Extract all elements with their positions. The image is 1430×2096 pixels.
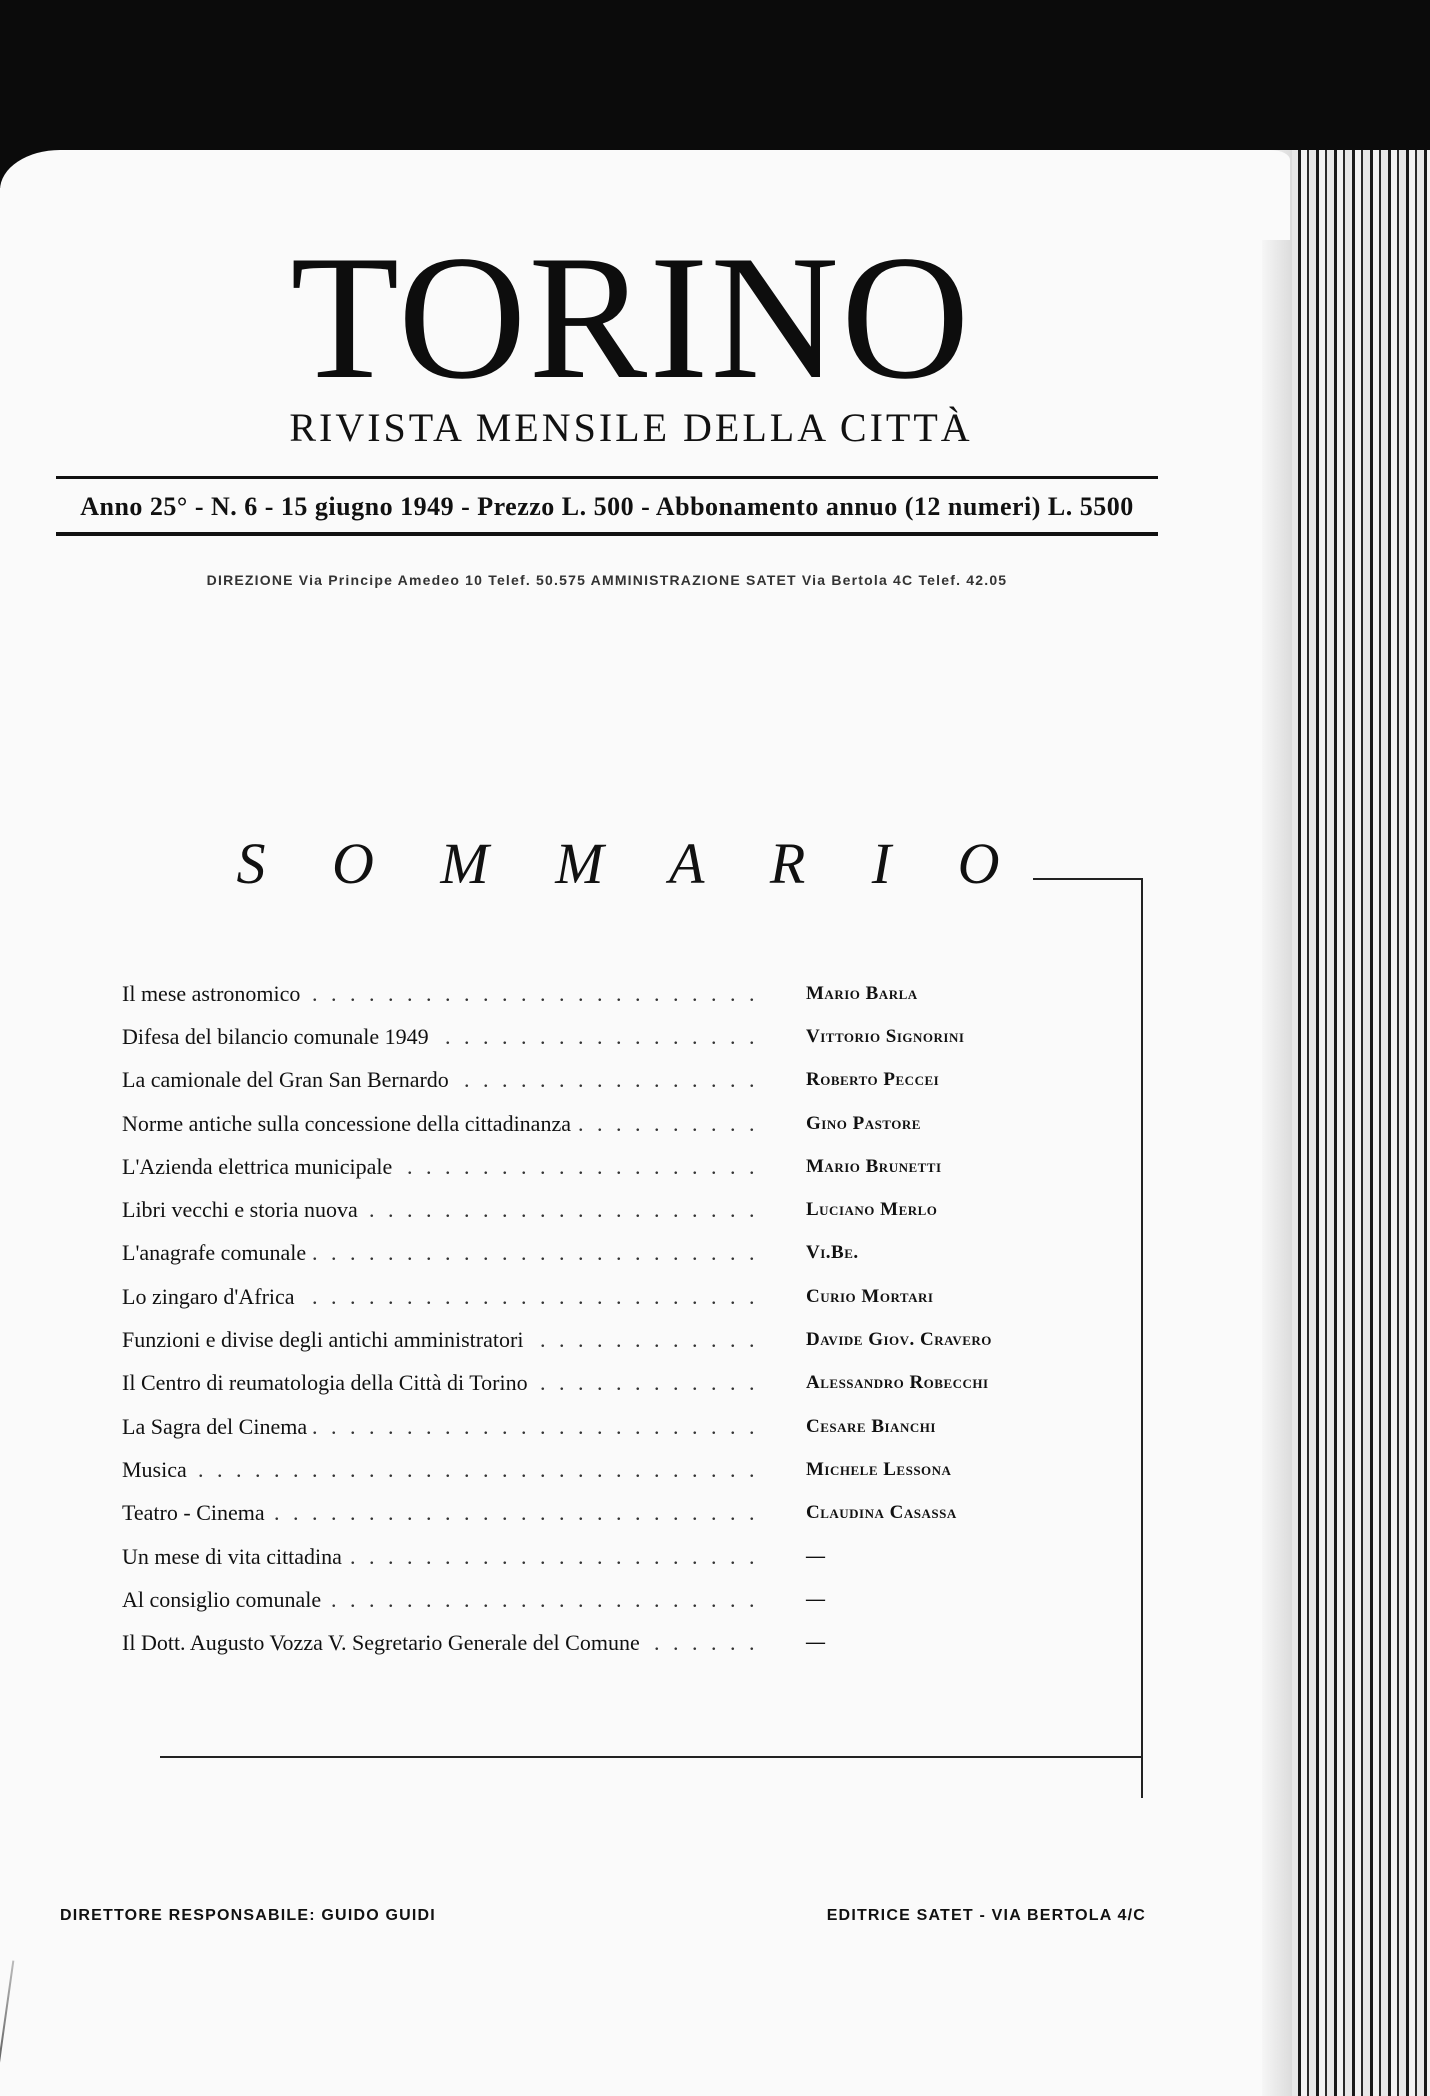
toc-entry [122,1059,1002,1102]
toc-entry-title: Teatro - Cinema [122,1500,271,1525]
toc-entry-author: — [806,1545,826,1567]
toc-entry-title: La camionale del Gran San Bernardo [122,1067,455,1092]
toc-entry-title: Libri vecchi e storia nuova [122,1197,364,1222]
toc-entry-title: Il Centro di reumatologia della Città di Torino [122,1370,534,1395]
toc-entry [122,1145,1002,1188]
office-details: DIREZIONE Via Principe Amedeo 10 Telef. 50.575 AMMINISTRAZIONE SATET Via Bertola 4C Telef. 42.05 [206,572,1008,588]
toc-entry [122,1492,1002,1535]
masthead-rule-bottom [56,532,1158,536]
toc-entry [122,1621,1002,1664]
toc-entry [122,1362,1002,1405]
toc-entry [122,1535,1002,1578]
toc-entry [122,1578,1002,1621]
toc-entry-title: Al consiglio comunale [122,1587,327,1612]
toc-entry-title: L'anagrafe comunale [122,1240,312,1265]
toc-entry-author: Mario Brunetti [806,1155,942,1177]
toc-entry [122,1102,1002,1145]
sommario-box-bottom [160,1756,1142,1758]
toc-entry-author: Michele Lessona [806,1458,952,1480]
toc-entry-title: Difesa del bilancio comunale 1949 [122,1024,435,1049]
toc-entry-author: — [806,1632,826,1654]
table-of-contents [122,972,1002,1665]
footer-publisher: EDITRICE SATET - VIA BERTOLA 4/C [826,1907,1146,1924]
magazine-subtitle: RIVISTA MENSILE DELLA CITTÀ [289,405,973,450]
toc-entry-author: Vi.Be. [806,1242,859,1264]
toc-entry-author: Davide Giov. Cravero [806,1329,992,1351]
toc-entry [122,972,1002,1015]
toc-entry-title: Lo zingaro d'Africa [122,1284,301,1309]
toc-entry-title: Il mese astronomico [122,981,306,1006]
page-edge-shadow [1262,150,1292,2096]
magazine-title: TORINO [290,218,972,416]
sommario-box-right [1141,878,1143,1798]
issue-details: Anno 25° - N. 6 - 15 giugno 1949 - Prezzo L. 500 - Abbonamento annuo (12 numeri) L. 5500 [80,492,1134,521]
toc-entry-author: Cesare Bianchi [806,1415,936,1437]
toc-entry [122,1275,1002,1318]
toc-entry-author: Alessandro Robecchi [806,1372,989,1394]
masthead-rule-top [56,476,1158,479]
toc-entry [122,1448,1002,1491]
toc-entry-author: — [806,1588,826,1610]
toc-entry-author: Luciano Merlo [806,1199,938,1221]
toc-entry-title: Un mese di vita cittadina [122,1544,348,1569]
sommario-heading: S O M M A R I O [0,830,1262,897]
toc-entry [122,1015,1002,1058]
footer-director: DIRETTORE RESPONSABILE: GUIDO GUIDI [60,1907,436,1924]
toc-entry-title: Il Dott. Augusto Vozza V. Segretario Generale del Comune [122,1630,646,1655]
toc-entry-title: L'Azienda elettrica municipale [122,1154,398,1179]
toc-entry-title: La Sagra del Cinema [122,1414,313,1439]
toc-entry-author: Mario Barla [806,982,918,1004]
toc-entry [122,1232,1002,1275]
toc-entry-author: Roberto Peccei [806,1069,940,1091]
toc-entry-author: Curio Mortari [806,1285,934,1307]
toc-entry-title: Norme antiche sulla concessione della cittadinanza [122,1111,577,1136]
toc-entry [122,1405,1002,1448]
toc-entry-author: Claudina Casassa [806,1502,957,1524]
toc-entry [122,1318,1002,1361]
toc-entry [122,1188,1002,1231]
toc-entry-title: Musica [122,1457,193,1482]
toc-entry-author: Vittorio Signorini [806,1025,965,1047]
toc-entry-author: Gino Pastore [806,1112,921,1134]
toc-entry-title: Funzioni e divise degli antichi amministratori [122,1327,529,1352]
